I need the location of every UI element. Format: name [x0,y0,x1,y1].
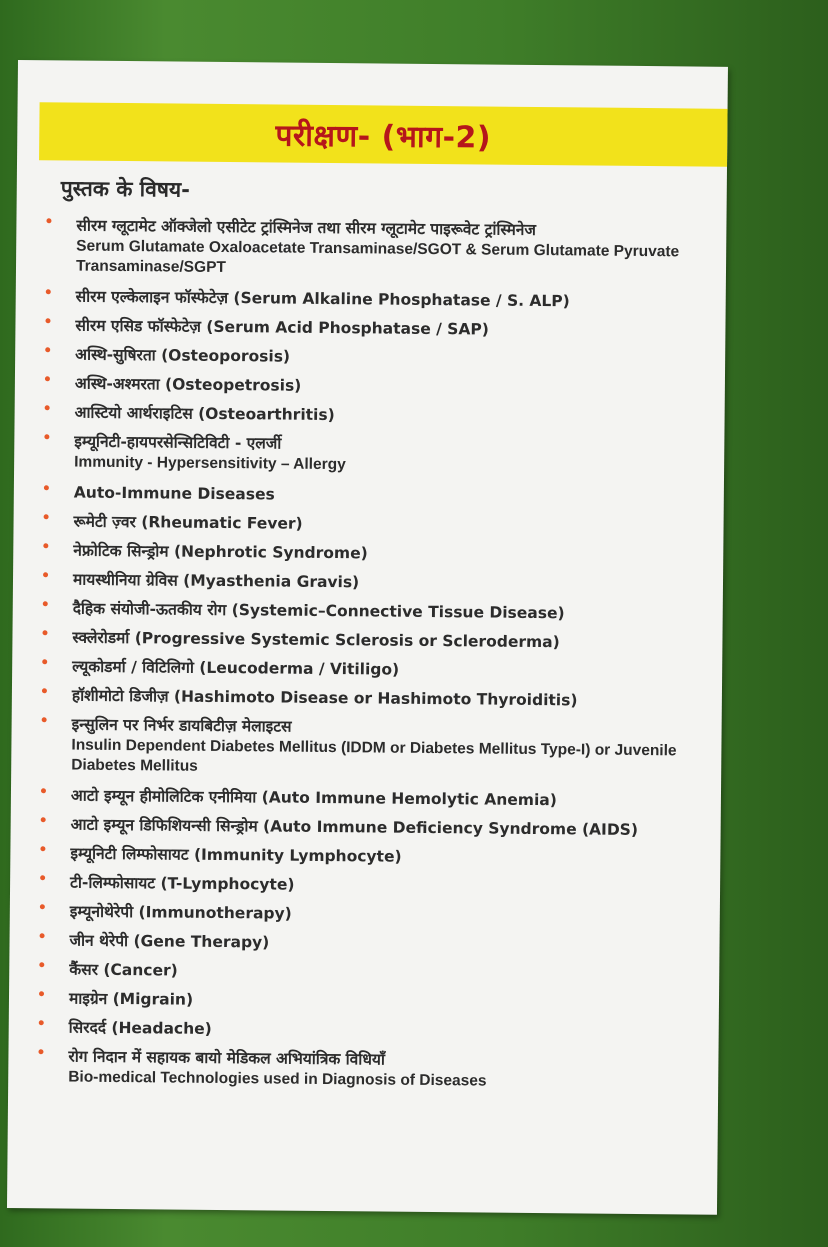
list-item [45,401,705,429]
bullet-icon [46,289,51,294]
bullet-icon [44,485,49,490]
topic-list [38,214,706,1102]
topic-title: नेफ्रोटिक सिन्ड्रोम (Nephrotic Syndrome) [73,541,368,563]
bullet-icon [38,1049,43,1054]
bullet-icon [42,630,47,635]
topic-english: Bio-medical Technologies used in Diagnosis of Diseases [68,1068,487,1090]
bullet-icon [39,962,44,967]
list-item [38,1045,698,1093]
list-item [43,597,703,625]
bullet-icon [45,318,50,323]
topic-title: रूमेटी ज़्वर (Rheumatic Fever) [73,512,303,533]
bullet-icon [41,817,46,822]
list-item [42,684,702,712]
topic-title: हॉशीमोटो डिजीज़ (Hashimoto Disease or Hashimoto Thyroiditis) [71,686,578,710]
page-title: परीक्षण- (भाग-2) [275,117,492,156]
topic-title: कैंसर (Cancer) [69,960,178,980]
list-item [41,713,702,781]
list-item [41,813,701,841]
bullet-icon [40,933,45,938]
list-item [39,958,699,986]
topic-title: इम्यूनोथेरेपी (Immunotherapy) [69,902,292,923]
bullet-icon [42,717,47,722]
list-item [42,655,702,683]
topic-title: Auto-Immune Diseases [73,483,275,504]
bullet-icon [44,434,49,439]
topic-title: माइग्रेन (Migrain) [68,989,194,1009]
bullet-icon [40,875,45,880]
topic-english: Serum Glutamate Oxaloacetate Transaminase/SGOT & Serum Glutamate Pyruvate Transaminase/SGPT [75,237,680,277]
list-item [44,481,704,509]
topic-title: सीरम एल्केलाइन फॉस्फेटेज़ (Serum Alkaline Phosphatase / S. ALP) [75,287,570,311]
bullet-icon [41,788,46,793]
bullet-icon [39,1020,44,1025]
list-item [45,343,705,371]
list-item [43,510,703,538]
bullet-icon [44,514,49,519]
list-item [46,214,707,282]
topic-title: जीन थेरेपी (Gene Therapy) [69,931,270,952]
list-item [44,430,704,478]
bullet-icon [40,904,45,909]
topic-title: आटो इम्यून हीमोलिटिक एनीमिया (Auto Immune Hemolytic Anemia) [70,786,557,810]
list-item [39,987,699,1015]
bullet-icon [42,659,47,664]
topic-title: रोग निदान में सहायक बायो मेडिकल अभियांत्रिक विधियाँ [68,1047,385,1069]
topic-english: Immunity - Hypersensitivity – Allergy [74,453,346,474]
list-item [43,539,703,567]
bullet-icon [46,218,51,223]
bullet-icon [43,572,48,577]
topic-title: इन्सुलिन पर निर्भर डायबिटीज़ मेलाइटस [71,715,292,736]
list-item [41,784,701,812]
topic-title: दैहिक संयोजी-ऊतकीय रोग (Systemic–Connective Tissue Disease) [72,599,565,623]
topic-title: अस्थि-अश्मरता (Osteopetrosis) [74,374,302,395]
list-item [39,929,699,957]
topic-english: Insulin Dependent Diabetes Mellitus (IDDM or Diabetes Mellitus Type-I) or Juvenile Diabetes Mellitus [71,736,677,775]
list-item [42,626,702,654]
list-item [45,314,705,342]
bullet-icon [45,347,50,352]
bullet-icon [43,601,48,606]
bullet-icon [43,543,48,548]
back-cover-panel [7,60,728,1215]
list-item [46,285,706,313]
list-item [40,900,700,928]
topic-title: मायस्थीनिया ग्रेविस (Myasthenia Gravis) [72,570,360,592]
bullet-icon [45,376,50,381]
list-item [40,842,700,870]
topic-title: आटो इम्यून डिफिशियन्सी सिन्ड्रोम (Auto Immune Deficiency Syndrome (AIDS) [70,815,639,839]
bullet-icon [42,688,47,693]
contents-heading: पुस्तक के विषय- [60,176,190,202]
bullet-icon [39,991,44,996]
topic-title: सिरदर्द (Headache) [68,1018,212,1038]
topic-title: इम्यूनिटी लिम्फोसायट (Immunity Lymphocyte) [70,844,402,866]
bullet-icon [45,405,50,410]
topic-title: सीरम ग्लूटामेट ऑक्जेलो एसीटेट ट्रांस्मिनेज तथा सीरम ग्लूटामेट पाइरूवेट ट्रांस्मिनेज [76,216,536,239]
topic-title: इम्यूनिटी-हायपरसेन्सिटिविटी - एलर्जी [74,432,282,453]
list-item [45,372,705,400]
topic-title: टी-लिम्फोसायट (T-Lymphocyte) [70,873,295,894]
topic-title: सीरम एसिड फॉस्फेटेज़ (Serum Acid Phosphatase / SAP) [75,316,489,339]
list-item [40,871,700,899]
list-item [39,1016,699,1044]
topic-title: आस्टियो आर्थराइटिस (Osteoarthritis) [74,403,335,425]
topic-title: ल्यूकोडर्मा / विटिलिगो (Leucoderma / Vitiligo) [72,657,400,679]
bullet-icon [40,846,45,851]
title-banner [39,102,728,167]
topic-title: अस्थि-सुषिरता (Osteoporosis) [75,345,291,366]
list-item [43,568,703,596]
topic-title: स्क्लेरोडर्मा (Progressive Systemic Sclerosis or Scleroderma) [72,628,560,652]
